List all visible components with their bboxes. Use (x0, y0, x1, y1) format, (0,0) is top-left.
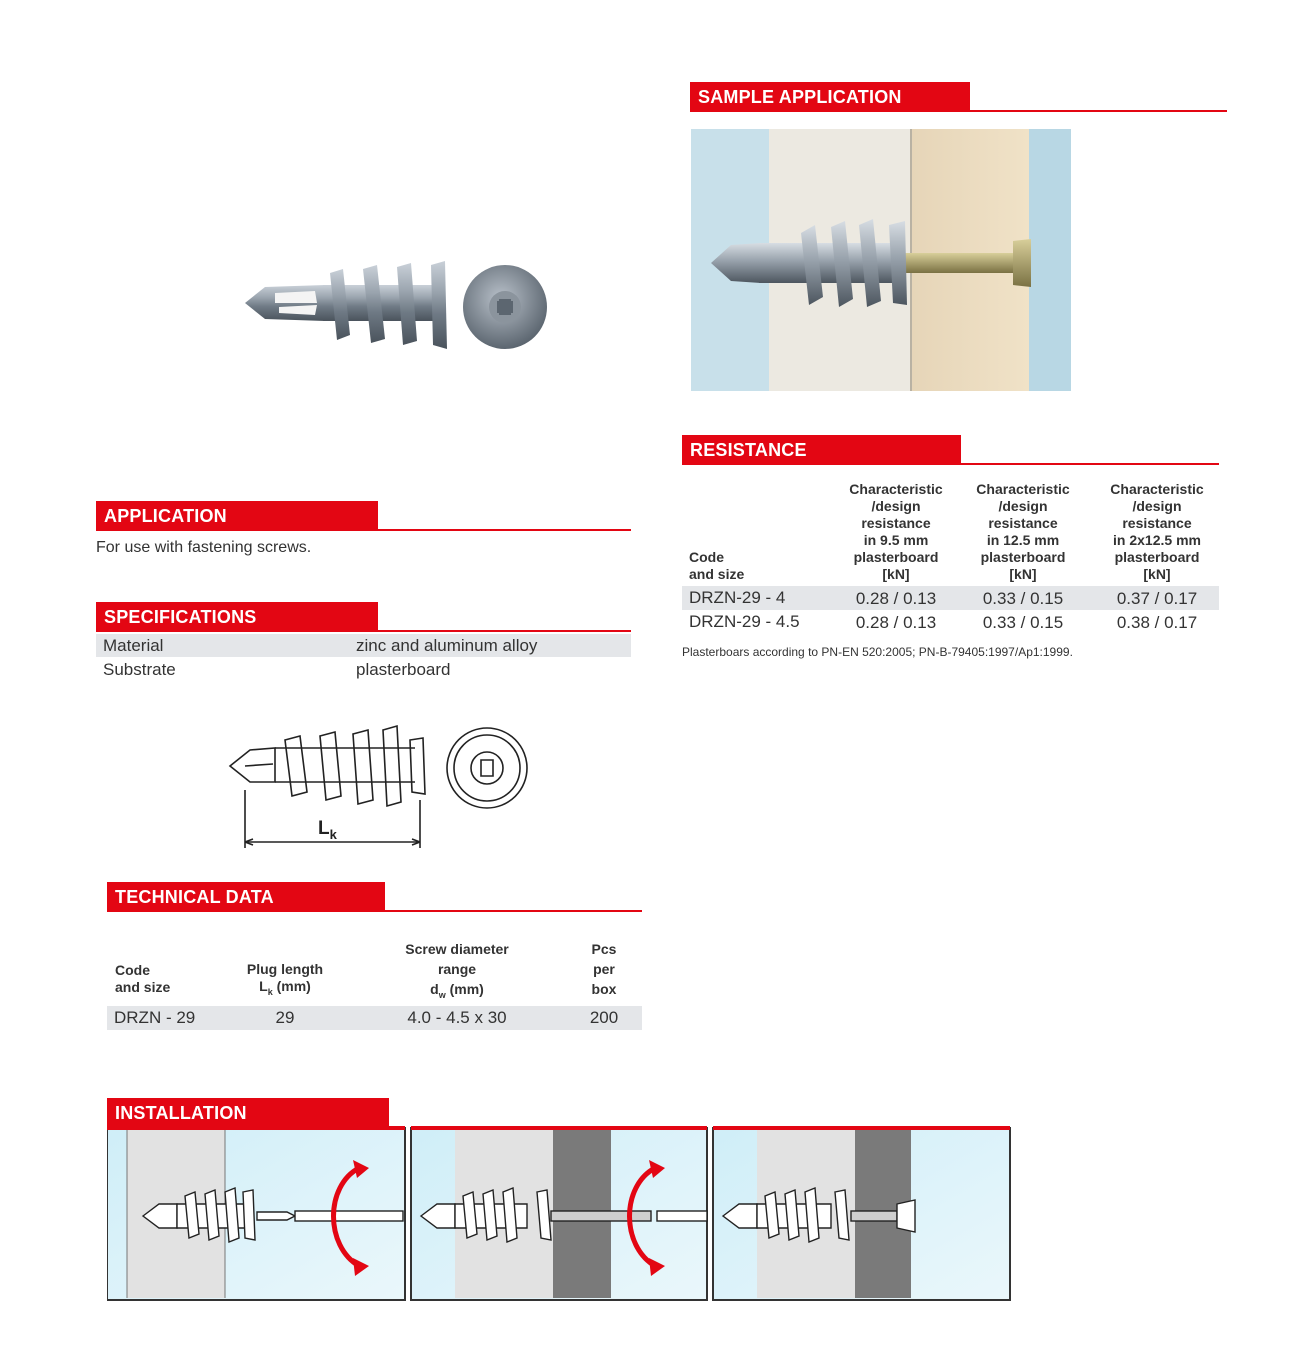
anchor-line-drawing (225, 720, 535, 855)
installation-step-3 (713, 1126, 1010, 1300)
installation-step-2 (411, 1126, 707, 1300)
td-header-plug-length (236, 961, 334, 1001)
technical-data-header (107, 882, 642, 912)
td-cell-pcs: 200 (589, 1008, 619, 1027)
spec-value: zinc and aluminum alloy (356, 636, 538, 655)
application-title: APPLICATION (96, 501, 378, 531)
res-header-line: in 12.5 mm (986, 532, 1060, 548)
res-header-line: [kN] (1009, 566, 1037, 582)
td-header-line: Screw diameter (405, 941, 509, 957)
res-header-line: /design (871, 498, 921, 514)
technical-data-rule (385, 910, 642, 912)
td-header-pcs (583, 941, 625, 998)
td-header-line: Pcs (591, 941, 617, 957)
td-header-unit: (mm) (272, 978, 311, 994)
specifications-title: SPECIFICATIONS (96, 602, 378, 632)
res-cell-c2: 0.33 / 0.15 (982, 589, 1064, 608)
td-header-line (236, 978, 334, 1001)
res-header-line: resistance (861, 515, 931, 531)
td-cell-plug-length: 29 (275, 1008, 295, 1027)
sample-application-rule (970, 110, 1227, 112)
sample-application-title: SAMPLE APPLICATION (690, 82, 970, 112)
td-cell-screw-diameter: 4.0 - 4.5 x 30 (407, 1008, 507, 1027)
res-header-line: resistance (1122, 515, 1192, 531)
td-cell-code: DRZN - 29 (114, 1008, 196, 1027)
res-cell-code: DRZN-29 - 4.5 (689, 612, 800, 631)
resistance-footnote: Plasterboars according to PN-EN 520:2005; PN-B-79405:1997/Ap1:1999. (682, 645, 1073, 659)
res-header-line: Characteristic (1110, 481, 1204, 497)
td-header-line: per (593, 961, 615, 977)
res-cell-c3: 0.38 / 0.17 (1116, 613, 1198, 632)
td-header-code (115, 962, 170, 996)
res-header-line: resistance (988, 515, 1058, 531)
resistance-header (682, 435, 1219, 465)
res-header-line: /design (998, 498, 1048, 514)
specifications-rule (378, 630, 631, 632)
spec-key: Material (103, 636, 164, 655)
res-header-line: and size (689, 566, 745, 582)
resistance-rule (961, 463, 1219, 465)
res-cell-c1: 0.28 / 0.13 (855, 613, 937, 632)
product-photo (235, 255, 555, 355)
sample-application-header (690, 82, 1227, 112)
application-text: For use with fastening screws. (96, 539, 312, 556)
res-header-col1 (836, 481, 956, 583)
spec-key: Substrate (103, 660, 176, 679)
res-cell-c2: 0.33 / 0.15 (982, 613, 1064, 632)
td-header-line (395, 981, 519, 1004)
res-header-line: [kN] (1143, 566, 1171, 582)
td-header-sub: k (267, 986, 273, 997)
dimension-label (318, 818, 337, 842)
res-header-line: Characteristic (976, 481, 1070, 497)
td-header-line: box (591, 981, 617, 997)
res-header-line: /design (1132, 498, 1182, 514)
specifications-header (96, 602, 631, 632)
anchor-photo-drawing (235, 255, 555, 355)
application-rule (378, 529, 631, 531)
res-header-line: Code (689, 549, 724, 565)
sample-photo-drawing (691, 129, 1071, 391)
installation-illustration (107, 1126, 1012, 1302)
installation-step-1 (107, 1126, 405, 1300)
res-header-line: plasterboard (980, 549, 1066, 565)
installation-header (107, 1098, 389, 1128)
technical-drawing (225, 720, 535, 855)
spec-row-material (96, 634, 631, 657)
sample-application-photo (691, 129, 1071, 391)
dimension-subscript: k (329, 826, 337, 842)
res-header-col3 (1094, 481, 1220, 583)
res-header-col2 (963, 481, 1083, 583)
td-header-line: Plug length (246, 961, 324, 977)
res-header-code (689, 549, 744, 583)
res-header-line: in 2x12.5 mm (1113, 532, 1201, 548)
td-header-symbol: d (430, 981, 439, 997)
resistance-title: RESISTANCE (682, 435, 961, 465)
application-header (96, 501, 631, 531)
res-cell-c3: 0.37 / 0.17 (1116, 589, 1198, 608)
installation-title: INSTALLATION (107, 1098, 389, 1128)
dimension-letter: L (318, 818, 330, 839)
td-header-screw-diameter (395, 941, 519, 1004)
td-header-line: and size (115, 979, 171, 995)
installation-steps (107, 1126, 1012, 1302)
td-header-symbol: L (259, 978, 268, 994)
td-header-sub: w (438, 989, 446, 1000)
td-header-unit: (mm) (445, 981, 484, 997)
td-header-line: Code (115, 962, 150, 978)
res-header-line: in 9.5 mm (863, 532, 929, 548)
res-header-line: plasterboard (1114, 549, 1200, 565)
res-header-line: plasterboard (853, 549, 939, 565)
technical-data-title: TECHNICAL DATA (107, 882, 385, 912)
res-cell-code: DRZN-29 - 4 (689, 588, 786, 607)
res-header-line: Characteristic (849, 481, 943, 497)
res-header-line: [kN] (882, 566, 910, 582)
spec-row-substrate (96, 658, 631, 681)
td-header-line: range (437, 961, 477, 977)
res-cell-c1: 0.28 / 0.13 (855, 589, 937, 608)
spec-value: plasterboard (356, 660, 451, 679)
